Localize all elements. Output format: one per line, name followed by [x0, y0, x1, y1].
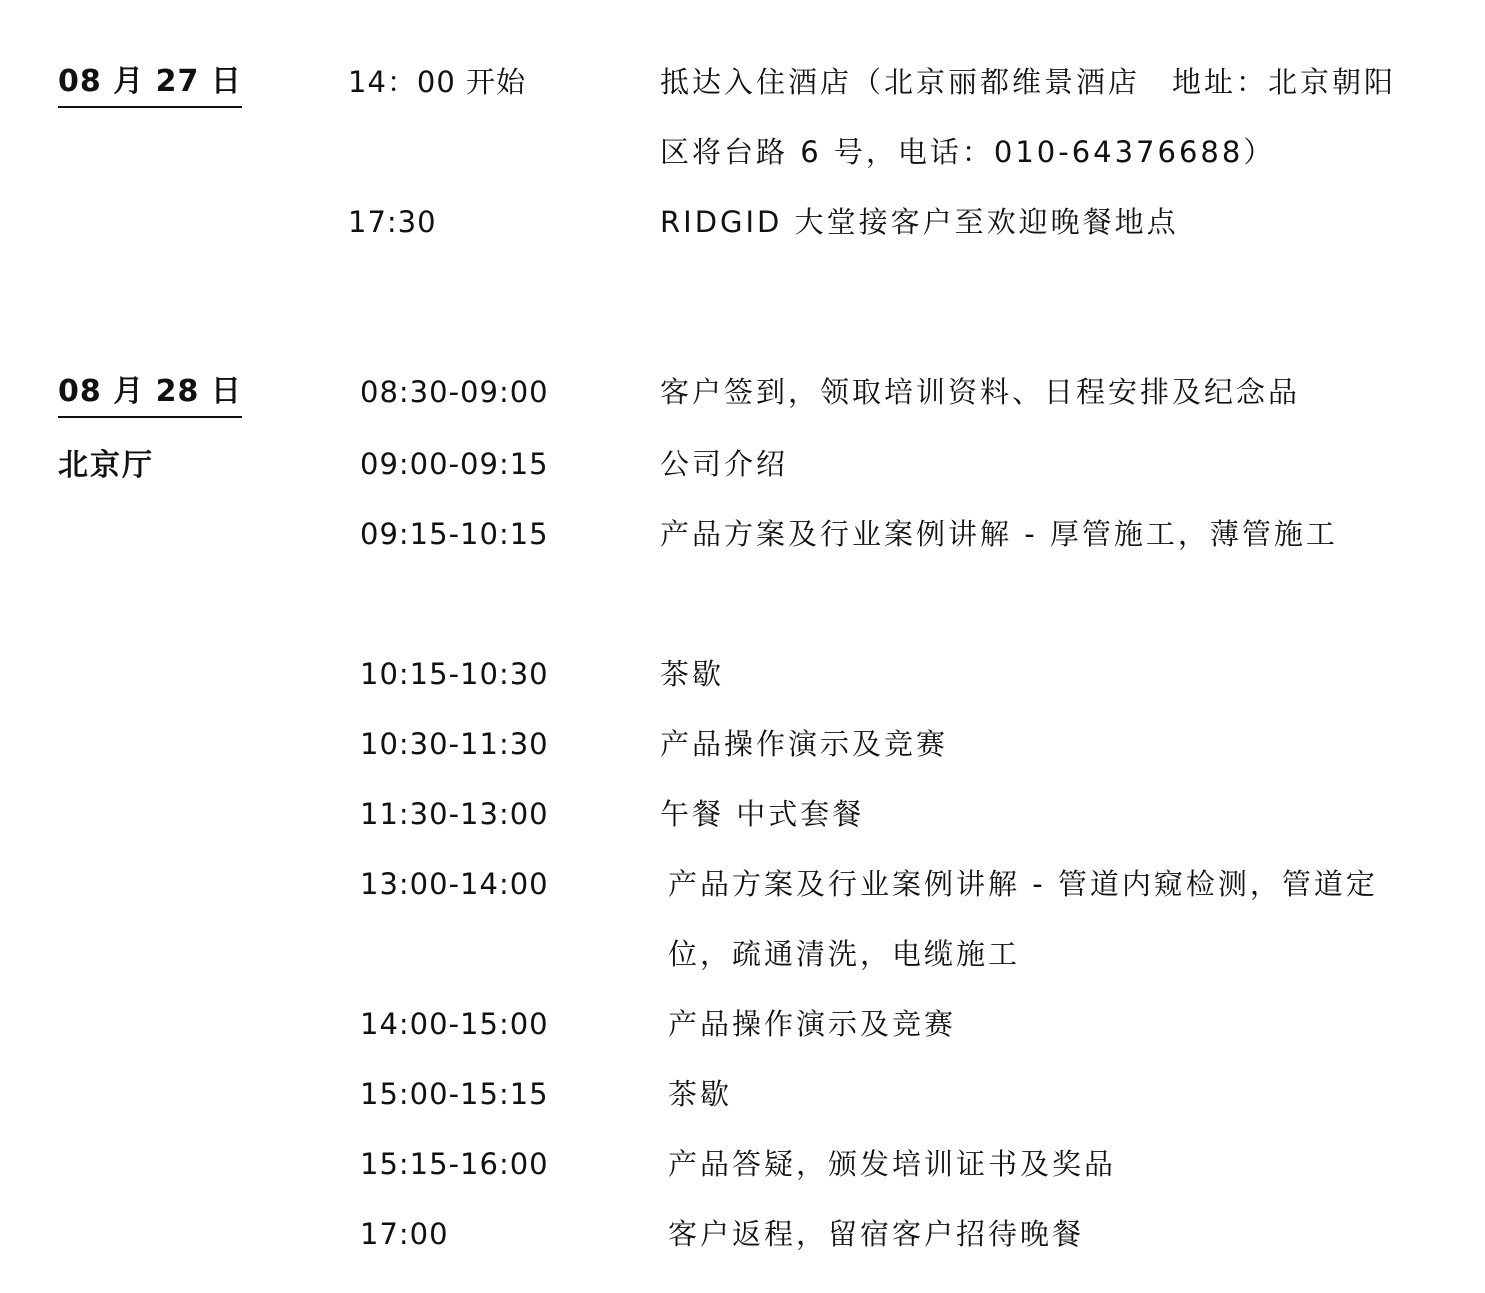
schedule-time: 09:15-10:15 — [360, 517, 549, 551]
schedule-description: 午餐 中式套餐 — [660, 797, 865, 831]
schedule-time: 15:15-16:00 — [360, 1147, 549, 1181]
schedule-time: 08:30-09:00 — [360, 375, 549, 409]
schedule-description: 抵达入住酒店（北京丽都维景酒店 地址：北京朝阳区将台路 6 号，电话：010-64376688） — [660, 65, 1397, 169]
schedule-description: 客户返程，留宿客户招待晚餐 — [668, 1217, 1085, 1251]
schedule-time: 17:30 — [348, 205, 437, 239]
schedule-time: 10:15-10:30 — [360, 657, 549, 691]
day-date: 08 月 27 日 — [58, 60, 242, 108]
schedule-description: 公司介绍 — [660, 447, 789, 481]
venue-name: 北京厅 — [58, 448, 154, 483]
day-header — [58, 60, 318, 108]
schedule-description: 产品操作演示及竞赛 — [668, 1007, 957, 1041]
day-header — [58, 370, 318, 488]
schedule-description: 产品操作演示及竞赛 — [660, 727, 949, 761]
schedule-time: 13:00-14:00 — [360, 867, 549, 901]
schedule-description: 产品方案及行业案例讲解 - 厚管施工，薄管施工 — [660, 517, 1338, 551]
schedule-time: 09:00-09:15 — [360, 447, 549, 481]
schedule-description: 产品方案及行业案例讲解 - 管道内窥检测，管道定位，疏通清洗，电缆施工 — [668, 867, 1378, 971]
schedule-description: 茶歇 — [660, 657, 725, 691]
schedule-time: 17:00 — [360, 1217, 449, 1251]
schedule-time: 15:00-15:15 — [360, 1077, 549, 1111]
schedule-description: 茶歇 — [668, 1077, 733, 1111]
schedule-time: 14:00-15:00 — [360, 1007, 549, 1041]
schedule-time: 10:30-11:30 — [360, 727, 549, 761]
schedule-description: RIDGID 大堂接客户至欢迎晚餐地点 — [660, 205, 1179, 239]
day-date: 08 月 28 日 — [58, 370, 242, 418]
schedule-time: 11:30-13:00 — [360, 797, 549, 831]
schedule-time: 14：00 开始 — [348, 65, 527, 99]
schedule-description: 客户签到，领取培训资料、日程安排及纪念品 — [660, 375, 1301, 409]
schedule-description: 产品答疑，颁发培训证书及奖品 — [668, 1147, 1117, 1181]
